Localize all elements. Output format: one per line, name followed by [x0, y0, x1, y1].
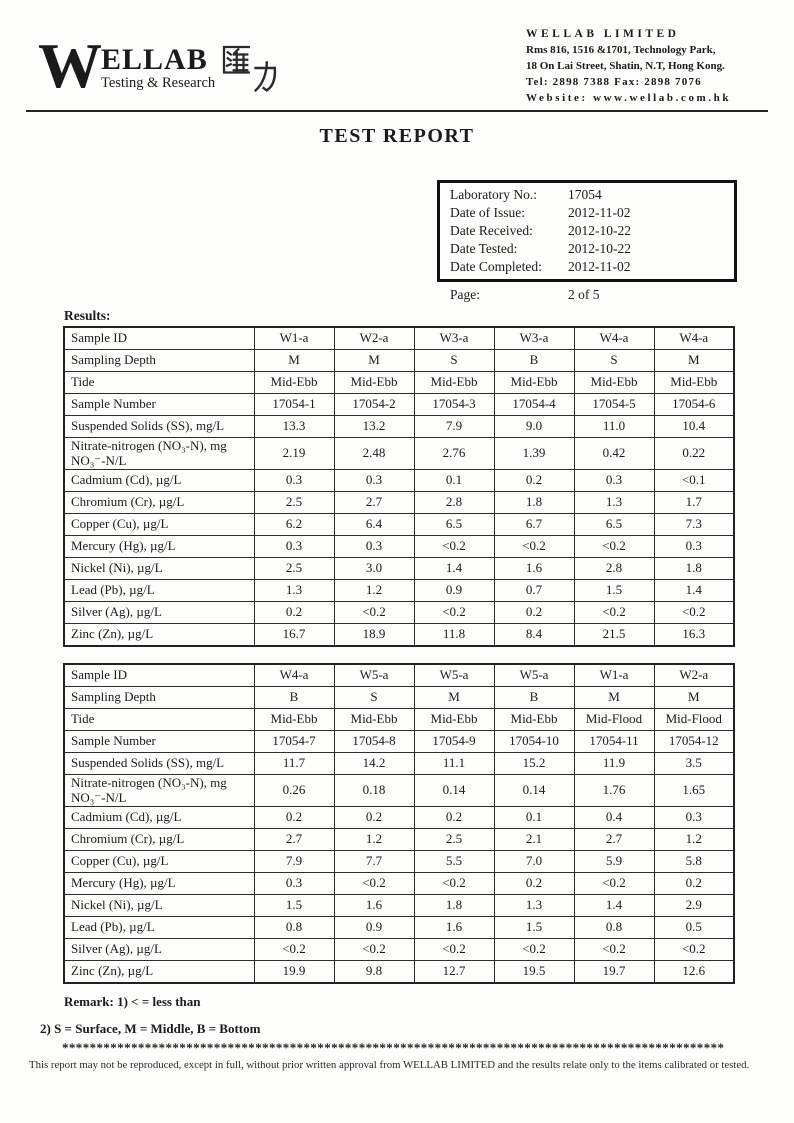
cell-value: 5.5	[414, 851, 494, 873]
cell-value: M	[654, 687, 734, 709]
cell-value: 18.9	[334, 624, 414, 647]
cell-value: <0.2	[574, 536, 654, 558]
cell-value: 13.2	[334, 416, 414, 438]
page-title: TEST REPORT	[319, 125, 475, 147]
results-label: Results:	[64, 308, 111, 323]
kanji-li-icon	[253, 60, 279, 92]
table-row	[64, 895, 734, 917]
table-row	[64, 775, 734, 807]
cell-value: 2.48	[334, 438, 414, 470]
table-row	[64, 327, 734, 350]
cell-value: 1.8	[494, 492, 574, 514]
cell-value: 1.39	[494, 438, 574, 470]
header-divider	[26, 110, 768, 112]
cell-value: 6.5	[414, 514, 494, 536]
lab-value: 2012-10-22	[568, 223, 631, 238]
cell-value: 11.9	[574, 753, 654, 775]
lab-info-row	[440, 222, 734, 240]
table-row	[64, 492, 734, 514]
cell-value: 0.3	[254, 873, 334, 895]
cell-value: 1.2	[334, 580, 414, 602]
cell-value: 17054-6	[654, 394, 734, 416]
logo-cjk-characters	[221, 44, 283, 110]
table-row	[64, 939, 734, 961]
cell-value: 3.5	[654, 753, 734, 775]
cell-value: W3-a	[414, 327, 494, 350]
cell-value: 1.7	[654, 492, 734, 514]
cell-value: 17054-8	[334, 731, 414, 753]
cell-value: 1.8	[414, 895, 494, 917]
cell-value: W4-a	[654, 327, 734, 350]
table-row	[64, 514, 734, 536]
table-row	[64, 917, 734, 939]
cell-value: W4-a	[574, 327, 654, 350]
cell-value: 17054-3	[414, 394, 494, 416]
cell-value: 1.65	[654, 775, 734, 807]
row-label: Sample Number	[64, 394, 254, 416]
cell-value: 8.4	[494, 624, 574, 647]
cell-value: 1.4	[654, 580, 734, 602]
row-label: Sample ID	[64, 327, 254, 350]
cell-value: 1.5	[254, 895, 334, 917]
cell-value: 14.2	[334, 753, 414, 775]
table-row	[64, 961, 734, 984]
cell-value: <0.2	[574, 873, 654, 895]
cell-value: 0.1	[414, 470, 494, 492]
cell-value: Mid-Ebb	[254, 709, 334, 731]
cell-value: 17054-9	[414, 731, 494, 753]
cell-value: 5.8	[654, 851, 734, 873]
cell-value: M	[334, 350, 414, 372]
row-label: Tide	[64, 709, 254, 731]
cell-value: 7.7	[334, 851, 414, 873]
cell-value: 0.2	[654, 873, 734, 895]
table-row	[64, 536, 734, 558]
lab-label: Date Completed:	[450, 259, 542, 274]
cell-value: 7.0	[494, 851, 574, 873]
cell-value: 1.5	[574, 580, 654, 602]
cell-value: 19.5	[494, 961, 574, 984]
logo-name: ELLAB	[101, 43, 208, 76]
row-label: Zinc (Zn), µg/L	[64, 624, 254, 647]
cell-value: 1.6	[334, 895, 414, 917]
cell-value: 0.7	[494, 580, 574, 602]
row-label: Chromium (Cr), µg/L	[64, 829, 254, 851]
cell-value: W3-a	[494, 327, 574, 350]
cell-value: 0.2	[494, 470, 574, 492]
cell-value: 17054-1	[254, 394, 334, 416]
row-label: Sampling Depth	[64, 687, 254, 709]
cell-value: 0.9	[414, 580, 494, 602]
row-label: Silver (Ag), µg/L	[64, 939, 254, 961]
cell-value: 15.2	[494, 753, 574, 775]
row-label: Lead (Pb), µg/L	[64, 580, 254, 602]
cell-value: 0.2	[414, 807, 494, 829]
cell-value: 2.76	[414, 438, 494, 470]
cell-value: <0.2	[414, 873, 494, 895]
cell-value: 0.3	[654, 807, 734, 829]
cell-value: B	[254, 687, 334, 709]
table-row	[64, 580, 734, 602]
cell-value: 2.8	[574, 558, 654, 580]
cell-value: <0.2	[414, 602, 494, 624]
cell-value: 5.9	[574, 851, 654, 873]
remark-line-1: Remark: 1) < = less than	[64, 994, 201, 1010]
cell-value: 2.8	[414, 492, 494, 514]
row-label: Cadmium (Cd), µg/L	[64, 807, 254, 829]
cell-value: 16.7	[254, 624, 334, 647]
cell-value: 16.3	[654, 624, 734, 647]
cell-value: 17054-4	[494, 394, 574, 416]
cell-value: 17054-11	[574, 731, 654, 753]
cell-value: <0.2	[334, 873, 414, 895]
cell-value: 3.0	[334, 558, 414, 580]
logo-tagline: Testing & Research	[101, 75, 216, 91]
cell-value: 1.4	[414, 558, 494, 580]
cell-value: 0.2	[254, 807, 334, 829]
cell-value: Mid-Flood	[654, 709, 734, 731]
cell-value: 21.5	[574, 624, 654, 647]
cell-value: 9.8	[334, 961, 414, 984]
cell-value: S	[574, 350, 654, 372]
cell-value: 17054-12	[654, 731, 734, 753]
cell-value: B	[494, 350, 574, 372]
cell-value: 13.3	[254, 416, 334, 438]
separator-stars: ************************************************************************************************	[62, 1040, 725, 1056]
cell-value: Mid-Ebb	[654, 372, 734, 394]
page-label: Page:	[450, 287, 480, 302]
logo-text-block	[101, 43, 216, 110]
cell-value: 1.3	[254, 580, 334, 602]
cell-value: 0.3	[574, 470, 654, 492]
cell-value: <0.2	[334, 602, 414, 624]
cell-value: <0.1	[654, 470, 734, 492]
cell-value: 1.4	[574, 895, 654, 917]
cell-value: 11.7	[254, 753, 334, 775]
lab-info-row	[440, 186, 734, 204]
cell-value: <0.2	[494, 939, 574, 961]
row-label: Silver (Ag), µg/L	[64, 602, 254, 624]
cell-value: 2.5	[254, 492, 334, 514]
cell-value: 0.22	[654, 438, 734, 470]
row-label: Nickel (Ni), µg/L	[64, 558, 254, 580]
cell-value: Mid-Ebb	[334, 709, 414, 731]
table-row	[64, 394, 734, 416]
cell-value: Mid-Flood	[574, 709, 654, 731]
row-label: Nickel (Ni), µg/L	[64, 895, 254, 917]
cell-value: 0.1	[494, 807, 574, 829]
cell-value: 2.5	[414, 829, 494, 851]
table-row	[64, 873, 734, 895]
cell-value: 0.3	[334, 470, 414, 492]
table-row	[64, 731, 734, 753]
row-label: Sample Number	[64, 731, 254, 753]
row-label: Tide	[64, 372, 254, 394]
cell-value: 0.14	[414, 775, 494, 807]
cell-value: 17054-7	[254, 731, 334, 753]
lab-info-row	[440, 258, 734, 276]
cell-value: 0.2	[334, 807, 414, 829]
cell-value: 2.7	[334, 492, 414, 514]
cell-value: 17054-5	[574, 394, 654, 416]
lab-value: 2012-11-02	[568, 259, 631, 274]
cell-value: 0.3	[334, 536, 414, 558]
row-label: Lead (Pb), µg/L	[64, 917, 254, 939]
cell-value: W5-a	[334, 664, 414, 687]
cell-value: 6.5	[574, 514, 654, 536]
row-label: Copper (Cu), µg/L	[64, 851, 254, 873]
cell-value: 6.4	[334, 514, 414, 536]
cell-value: 17054-10	[494, 731, 574, 753]
remark-line-2: 2) S = Surface, M = Middle, B = Bottom	[40, 1021, 261, 1037]
row-label: Zinc (Zn), µg/L	[64, 961, 254, 984]
cell-value: 0.26	[254, 775, 334, 807]
row-label: Mercury (Hg), µg/L	[64, 536, 254, 558]
cell-value: 0.2	[494, 602, 574, 624]
cell-value: 2.1	[494, 829, 574, 851]
page-number-value: 2 of 5	[568, 287, 600, 302]
table-row	[64, 753, 734, 775]
cell-value: 0.3	[254, 470, 334, 492]
cell-value: W2-a	[334, 327, 414, 350]
table-row	[64, 624, 734, 647]
table-row	[64, 851, 734, 873]
lab-label: Date Received:	[450, 223, 533, 238]
cell-value: 9.0	[494, 416, 574, 438]
cell-value: W1-a	[574, 664, 654, 687]
cell-value: 0.5	[654, 917, 734, 939]
cell-value: 1.6	[494, 558, 574, 580]
cell-value: 0.2	[494, 873, 574, 895]
cell-value: W5-a	[414, 664, 494, 687]
lab-label: Laboratory No.:	[450, 187, 537, 202]
cell-value: 7.9	[414, 416, 494, 438]
cell-value: Mid-Ebb	[254, 372, 334, 394]
cell-value: M	[654, 350, 734, 372]
cell-value: 10.4	[654, 416, 734, 438]
lab-value: 2012-11-02	[568, 205, 631, 220]
cell-value: 1.6	[414, 917, 494, 939]
row-label: Nitrate-nitrogen (NO₃-N), mg NO₃⁻-N/L	[64, 775, 254, 807]
cell-value: 11.0	[574, 416, 654, 438]
cell-value: Mid-Ebb	[334, 372, 414, 394]
cell-value: 2.7	[574, 829, 654, 851]
table-row	[64, 829, 734, 851]
company-address-line1: Rms 816, 1516 &1701, Technology Park,	[526, 44, 716, 56]
row-label: Sample ID	[64, 664, 254, 687]
cell-value: 2.19	[254, 438, 334, 470]
cell-value: <0.2	[494, 536, 574, 558]
cell-value: W1-a	[254, 327, 334, 350]
results-table-1	[63, 326, 735, 647]
cell-value: 7.3	[654, 514, 734, 536]
cell-value: 1.5	[494, 917, 574, 939]
lab-info-box	[437, 180, 737, 282]
cell-value: W5-a	[494, 664, 574, 687]
cell-value: 12.6	[654, 961, 734, 984]
cell-value: 2.7	[254, 829, 334, 851]
lab-value: 17054	[568, 187, 602, 202]
cell-value: <0.2	[654, 939, 734, 961]
cell-value: 0.18	[334, 775, 414, 807]
cell-value: 1.2	[654, 829, 734, 851]
table-row	[64, 558, 734, 580]
cell-value: Mid-Ebb	[494, 372, 574, 394]
cell-value: 2.9	[654, 895, 734, 917]
company-website: Website: www.wellab.com.hk	[526, 92, 732, 104]
cell-value: 0.9	[334, 917, 414, 939]
cell-value: W4-a	[254, 664, 334, 687]
results-table-2	[63, 663, 735, 984]
cell-value: <0.2	[414, 536, 494, 558]
table-row	[64, 350, 734, 372]
cell-value: 17054-2	[334, 394, 414, 416]
row-label: Suspended Solids (SS), mg/L	[64, 753, 254, 775]
row-label: Chromium (Cr), µg/L	[64, 492, 254, 514]
cell-value: M	[414, 687, 494, 709]
company-tel-fax: Tel: 2898 7388 Fax: 2898 7076	[526, 76, 702, 88]
table-row	[64, 687, 734, 709]
cell-value: 0.8	[254, 917, 334, 939]
cell-value: 1.8	[654, 558, 734, 580]
cell-value: 19.7	[574, 961, 654, 984]
table-row	[64, 372, 734, 394]
lab-info-row	[440, 240, 734, 258]
cell-value: 19.9	[254, 961, 334, 984]
cell-value: <0.2	[654, 602, 734, 624]
cell-value: <0.2	[254, 939, 334, 961]
company-name: WELLAB LIMITED	[526, 28, 680, 40]
company-info	[526, 26, 764, 110]
table-row	[64, 602, 734, 624]
cell-value: 12.7	[414, 961, 494, 984]
table-row	[64, 470, 734, 492]
cell-value: 0.8	[574, 917, 654, 939]
wellab-logo	[38, 30, 283, 110]
row-label: Sampling Depth	[64, 350, 254, 372]
table-row	[64, 807, 734, 829]
table-row	[64, 664, 734, 687]
row-label: Copper (Cu), µg/L	[64, 514, 254, 536]
cell-value: Mid-Ebb	[574, 372, 654, 394]
row-label: Suspended Solids (SS), mg/L	[64, 416, 254, 438]
cell-value: M	[574, 687, 654, 709]
header	[0, 0, 794, 110]
cell-value: Mid-Ebb	[414, 709, 494, 731]
cell-value: B	[494, 687, 574, 709]
cell-value: 0.42	[574, 438, 654, 470]
row-label: Cadmium (Cd), µg/L	[64, 470, 254, 492]
cell-value: S	[334, 687, 414, 709]
logo-w-letter: W	[38, 30, 100, 101]
cell-value: Mid-Ebb	[414, 372, 494, 394]
cell-value: 0.4	[574, 807, 654, 829]
cell-value: Mid-Ebb	[494, 709, 574, 731]
table-row	[64, 438, 734, 470]
cell-value: <0.2	[574, 602, 654, 624]
cell-value: 1.2	[334, 829, 414, 851]
lab-label: Date Tested:	[450, 241, 518, 256]
row-label: Mercury (Hg), µg/L	[64, 873, 254, 895]
cell-value: 0.3	[254, 536, 334, 558]
cell-value: 0.14	[494, 775, 574, 807]
lab-info-row	[440, 204, 734, 222]
row-label: Nitrate-nitrogen (NO₃-N), mg NO₃⁻-N/L	[64, 438, 254, 470]
cell-value: 11.8	[414, 624, 494, 647]
cell-value: 11.1	[414, 753, 494, 775]
lab-label: Date of Issue:	[450, 205, 525, 220]
table-row	[64, 416, 734, 438]
cell-value: 1.3	[574, 492, 654, 514]
cell-value: 0.3	[654, 536, 734, 558]
cell-value: 6.7	[494, 514, 574, 536]
cell-value: 6.2	[254, 514, 334, 536]
lab-value: 2012-10-22	[568, 241, 631, 256]
cell-value: 1.3	[494, 895, 574, 917]
page-number-row	[450, 286, 794, 304]
footer-disclaimer: This report may not be reproduced, except in full, without prior written approval from WELLAB LIMITED and the results relate only to the items calibrated or tested.	[29, 1059, 750, 1071]
table-row	[64, 709, 734, 731]
cell-value: <0.2	[334, 939, 414, 961]
cell-value: 0.2	[254, 602, 334, 624]
cell-value: 1.76	[574, 775, 654, 807]
cell-value: <0.2	[574, 939, 654, 961]
cell-value: 2.5	[254, 558, 334, 580]
cell-value: 7.9	[254, 851, 334, 873]
cell-value: M	[254, 350, 334, 372]
cell-value: <0.2	[414, 939, 494, 961]
cell-value: W2-a	[654, 664, 734, 687]
cell-value: S	[414, 350, 494, 372]
kanji-hui-icon	[221, 44, 251, 74]
company-address-line2: 18 On Lai Street, Shatin, N.T, Hong Kong.	[526, 60, 725, 72]
